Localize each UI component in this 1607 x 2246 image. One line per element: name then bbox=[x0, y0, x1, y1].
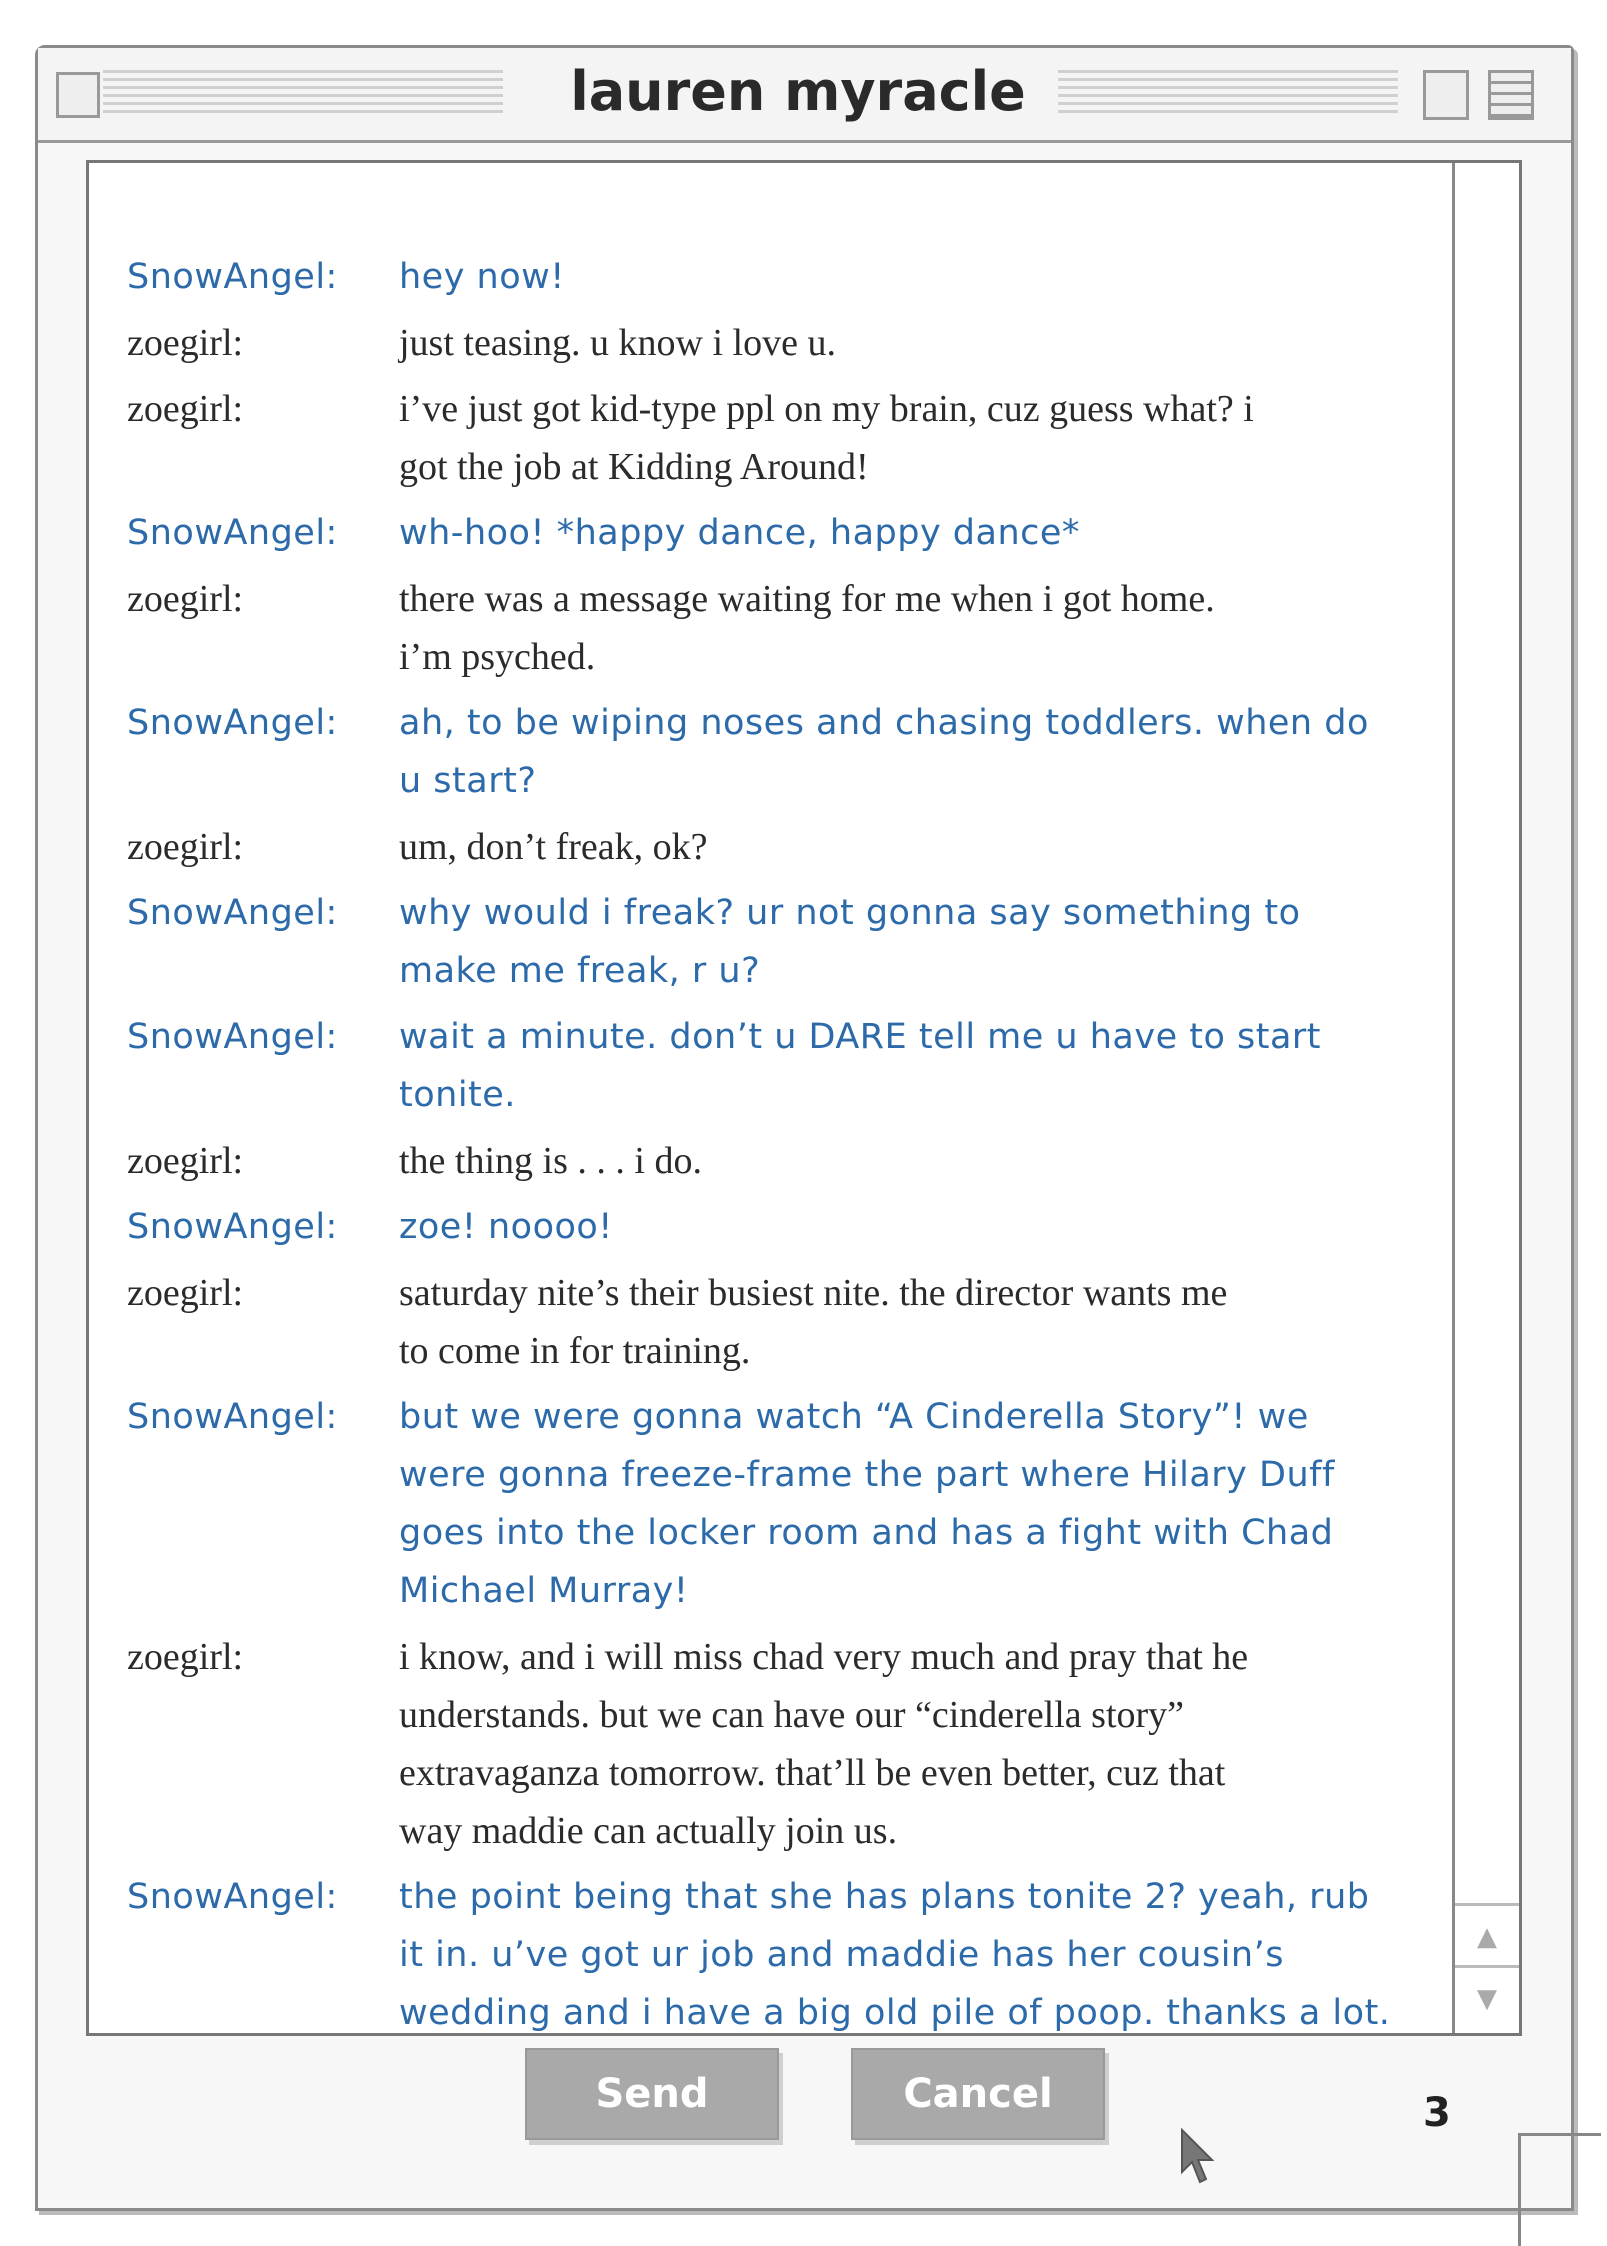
scroll-down-arrow-icon[interactable]: ▼ bbox=[1455, 1965, 1519, 2030]
message-entry bbox=[127, 1868, 1467, 2042]
message-line: to come in for training. bbox=[399, 1330, 751, 1372]
message-entry bbox=[127, 1264, 1467, 1380]
title-bar[interactable] bbox=[38, 48, 1571, 143]
scroll-up-arrow-icon[interactable]: ▲ bbox=[1455, 1903, 1519, 1968]
close-box[interactable] bbox=[56, 72, 100, 118]
message-text bbox=[399, 1198, 1467, 1256]
sender-name: SnowAngel: bbox=[127, 1877, 338, 1917]
message-line: zoe! noooo! bbox=[399, 1207, 613, 1247]
sender-name: SnowAngel: bbox=[127, 893, 338, 933]
message-line: saturday nite’s their busiest nite. the director wants me bbox=[399, 1272, 1228, 1314]
message-line: um, don’t freak, ok? bbox=[399, 826, 708, 868]
send-button[interactable]: Send bbox=[525, 2048, 779, 2140]
title-stripes bbox=[103, 70, 503, 118]
sender-name: SnowAngel: bbox=[127, 703, 338, 743]
message-line: i’m psyched. bbox=[399, 636, 596, 678]
cancel-button[interactable]: Cancel bbox=[851, 2048, 1105, 2140]
chat-transcript[interactable] bbox=[86, 160, 1522, 2036]
message-line: i’ve just got kid-type ppl on my brain, cuz guess what? i bbox=[399, 388, 1254, 430]
sender-name: SnowAngel: bbox=[127, 257, 338, 297]
message-entry bbox=[127, 1628, 1467, 1860]
message-line: wh-hoo! *happy dance, happy dance* bbox=[399, 513, 1080, 553]
message-line: hey now! bbox=[399, 257, 565, 297]
message-entry bbox=[127, 694, 1467, 810]
message-text bbox=[399, 1388, 1467, 1620]
message-text bbox=[399, 1628, 1467, 1860]
message-text bbox=[399, 1132, 1467, 1190]
window-title: lauren myracle bbox=[538, 60, 1058, 123]
message-line: why would i freak? ur not gonna say something to bbox=[399, 893, 1301, 933]
message-text bbox=[399, 1868, 1467, 2042]
message-entry bbox=[127, 818, 1467, 876]
sender-name: zoegirl: bbox=[127, 1272, 244, 1314]
message-text bbox=[399, 884, 1467, 1000]
message-line: tonite. bbox=[399, 1075, 516, 1115]
message-line: understands. but we can have our “cinderella story” bbox=[399, 1694, 1185, 1736]
sender-name: zoegirl: bbox=[127, 578, 244, 620]
message-line: the thing is . . . i do. bbox=[399, 1140, 702, 1182]
scrollbar[interactable] bbox=[1452, 163, 1519, 2033]
sender-name: SnowAngel: bbox=[127, 513, 338, 553]
message-line: goes into the locker room and has a fight with Chad bbox=[399, 1513, 1334, 1553]
sender-name: zoegirl: bbox=[127, 388, 244, 430]
sender-name: zoegirl: bbox=[127, 1140, 244, 1182]
message-line: wedding and i have a big old pile of poop. thanks a lot. bbox=[399, 1993, 1391, 2033]
chat-window bbox=[35, 45, 1574, 2211]
sender-name: zoegirl: bbox=[127, 1636, 244, 1678]
message-text bbox=[399, 570, 1467, 686]
sender-name: SnowAngel: bbox=[127, 1207, 338, 1247]
message-list bbox=[127, 248, 1467, 2050]
message-line: way maddie can actually join us. bbox=[399, 1810, 898, 1852]
collapse-box[interactable] bbox=[1488, 70, 1534, 120]
resize-handle[interactable] bbox=[1518, 2133, 1601, 2246]
message-line: make me freak, r u? bbox=[399, 951, 761, 991]
message-line: the point being that she has plans tonite 2? yeah, rub bbox=[399, 1877, 1370, 1917]
message-text bbox=[399, 1008, 1467, 1124]
message-entry bbox=[127, 884, 1467, 1000]
message-entry bbox=[127, 504, 1467, 562]
message-text bbox=[399, 1264, 1467, 1380]
message-entry bbox=[127, 1388, 1467, 1620]
message-line: i know, and i will miss chad very much and pray that he bbox=[399, 1636, 1249, 1678]
sender-name: SnowAngel: bbox=[127, 1397, 338, 1437]
message-entry bbox=[127, 1132, 1467, 1190]
message-entry bbox=[127, 1198, 1467, 1256]
message-line: Michael Murray! bbox=[399, 1571, 689, 1611]
message-text bbox=[399, 314, 1467, 372]
message-text bbox=[399, 380, 1467, 496]
message-line: but we were gonna watch “A Cinderella Story”! we bbox=[399, 1397, 1309, 1437]
message-text bbox=[399, 694, 1467, 810]
mouse-pointer-icon bbox=[1180, 2128, 1220, 2188]
message-text bbox=[399, 248, 1467, 306]
sender-name: zoegirl: bbox=[127, 322, 244, 364]
zoom-box[interactable] bbox=[1423, 70, 1469, 120]
message-line: extravaganza tomorrow. that’ll be even better, cuz that bbox=[399, 1752, 1226, 1794]
sender-name: SnowAngel: bbox=[127, 1017, 338, 1057]
message-line: it in. u’ve got ur job and maddie has her cousin’s bbox=[399, 1935, 1284, 1975]
message-line: ah, to be wiping noses and chasing toddlers. when do bbox=[399, 703, 1369, 743]
message-entry bbox=[127, 314, 1467, 372]
message-line: u start? bbox=[399, 761, 537, 801]
message-text bbox=[399, 504, 1467, 562]
sender-name: zoegirl: bbox=[127, 826, 244, 868]
message-line: just teasing. u know i love u. bbox=[399, 322, 836, 364]
message-entry bbox=[127, 248, 1467, 306]
message-line: wait a minute. don’t u DARE tell me u have to start bbox=[399, 1017, 1322, 1057]
message-line: were gonna freeze-frame the part where Hilary Duff bbox=[399, 1455, 1335, 1495]
message-entry bbox=[127, 570, 1467, 686]
message-line: there was a message waiting for me when i got home. bbox=[399, 578, 1215, 620]
message-line: got the job at Kidding Around! bbox=[399, 446, 869, 488]
message-entry bbox=[127, 380, 1467, 496]
message-entry bbox=[127, 1008, 1467, 1124]
message-text bbox=[399, 818, 1467, 876]
title-stripes bbox=[998, 70, 1398, 118]
page-number: 3 bbox=[1423, 2090, 1451, 2136]
